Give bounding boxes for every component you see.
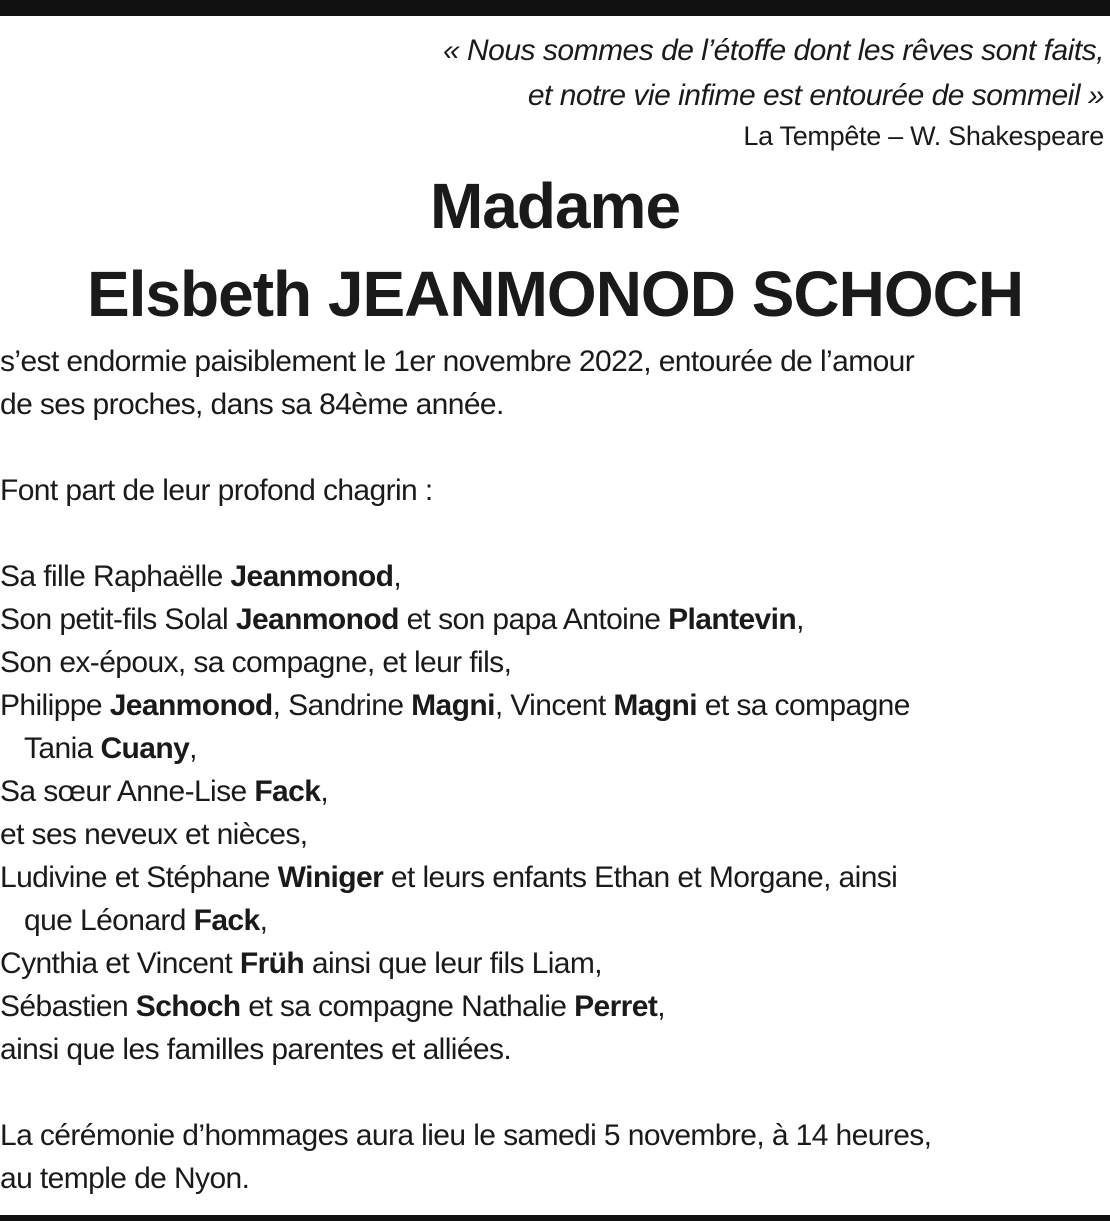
text: , [393, 560, 402, 593]
family-line [0, 555, 1110, 598]
intro-line-1: s’est endormie paisiblement le 1er novembre 2022, entourée de l’amour [0, 345, 915, 378]
text: et leurs enfants Ethan et Morgane, ainsi [383, 861, 898, 894]
surname: Früh [239, 947, 305, 980]
text: , Vincent [494, 689, 614, 722]
family-line: ainsi que les familles parentes et alliées. [0, 1033, 512, 1066]
family-line [0, 770, 1110, 813]
text: Sébastien [0, 990, 136, 1023]
family-line [0, 684, 1110, 727]
family-line [0, 985, 1110, 1028]
surname: Jeanmonod [235, 603, 399, 636]
quote-line-2: et notre vie infime est entourée de sommeil » [527, 79, 1104, 112]
surname: Plantevin [668, 603, 797, 636]
surname: Fack [254, 775, 321, 808]
text: Son petit-fils Solal [0, 603, 236, 636]
spacer [0, 512, 1110, 555]
text: Ludivine et Stéphane [0, 861, 278, 894]
bottom-rule [0, 1215, 1110, 1221]
text: et sa compagne [697, 689, 910, 722]
family-line [0, 942, 1110, 985]
deceased-name: Elsbeth JEANMONOD SCHOCH [86, 258, 1024, 330]
surname: Perret [574, 990, 658, 1023]
surname: Schoch [135, 990, 241, 1023]
surname: Fack [193, 904, 260, 937]
text: Cynthia et Vincent [0, 947, 240, 980]
text: ainsi que leur fils Liam, [304, 947, 603, 980]
surname: Magni [411, 689, 495, 722]
family-line [0, 856, 1110, 899]
spacer [0, 426, 1110, 469]
announcement: Font part de leur profond chagrin : [0, 474, 433, 507]
text: , [796, 603, 804, 636]
text: , [189, 732, 197, 765]
surname: Magni [613, 689, 698, 722]
family-line [0, 899, 1110, 942]
family-line [0, 727, 1110, 770]
obituary-body [0, 340, 1110, 1200]
surname: Jeanmonod [109, 689, 273, 722]
text: Sa sœur Anne-Lise [0, 775, 255, 808]
text: que Léonard [24, 904, 194, 937]
surname: Jeanmonod [230, 560, 394, 593]
text: , [657, 990, 665, 1023]
family-line: Son ex-époux, sa compagne, et leur fils, [0, 646, 512, 679]
epigraph-quote [443, 28, 1104, 154]
text: et sa compagne Nathalie [240, 990, 575, 1023]
intro-line-2: de ses proches, dans sa 84ème année. [0, 388, 504, 421]
text: , Sandrine [272, 689, 412, 722]
text: et son papa Antoine [398, 603, 669, 636]
quote-line-1: « Nous sommes de l’étoffe dont les rêves sont faits, [443, 34, 1104, 67]
top-rule [0, 0, 1110, 16]
surname: Cuany [100, 732, 190, 765]
family-line: et ses neveux et nièces, [0, 818, 308, 851]
text: , [259, 904, 268, 937]
surname: Winiger [277, 861, 384, 894]
ceremony-line-1: La cérémonie d’hommages aura lieu le samedi 5 novembre, à 14 heures, [0, 1119, 932, 1152]
ceremony-line-2: au temple de Nyon. [0, 1162, 250, 1195]
deceased-title [0, 162, 1110, 338]
text: Tania [24, 732, 101, 765]
spacer [0, 1071, 1110, 1114]
quote-source: La Tempête – W. Shakespeare [743, 121, 1104, 151]
honorific: Madame [429, 170, 681, 242]
family-line [0, 598, 1110, 641]
text: Philippe [0, 689, 110, 722]
text: Sa fille Raphaëlle [0, 560, 231, 593]
text: , [320, 775, 329, 808]
